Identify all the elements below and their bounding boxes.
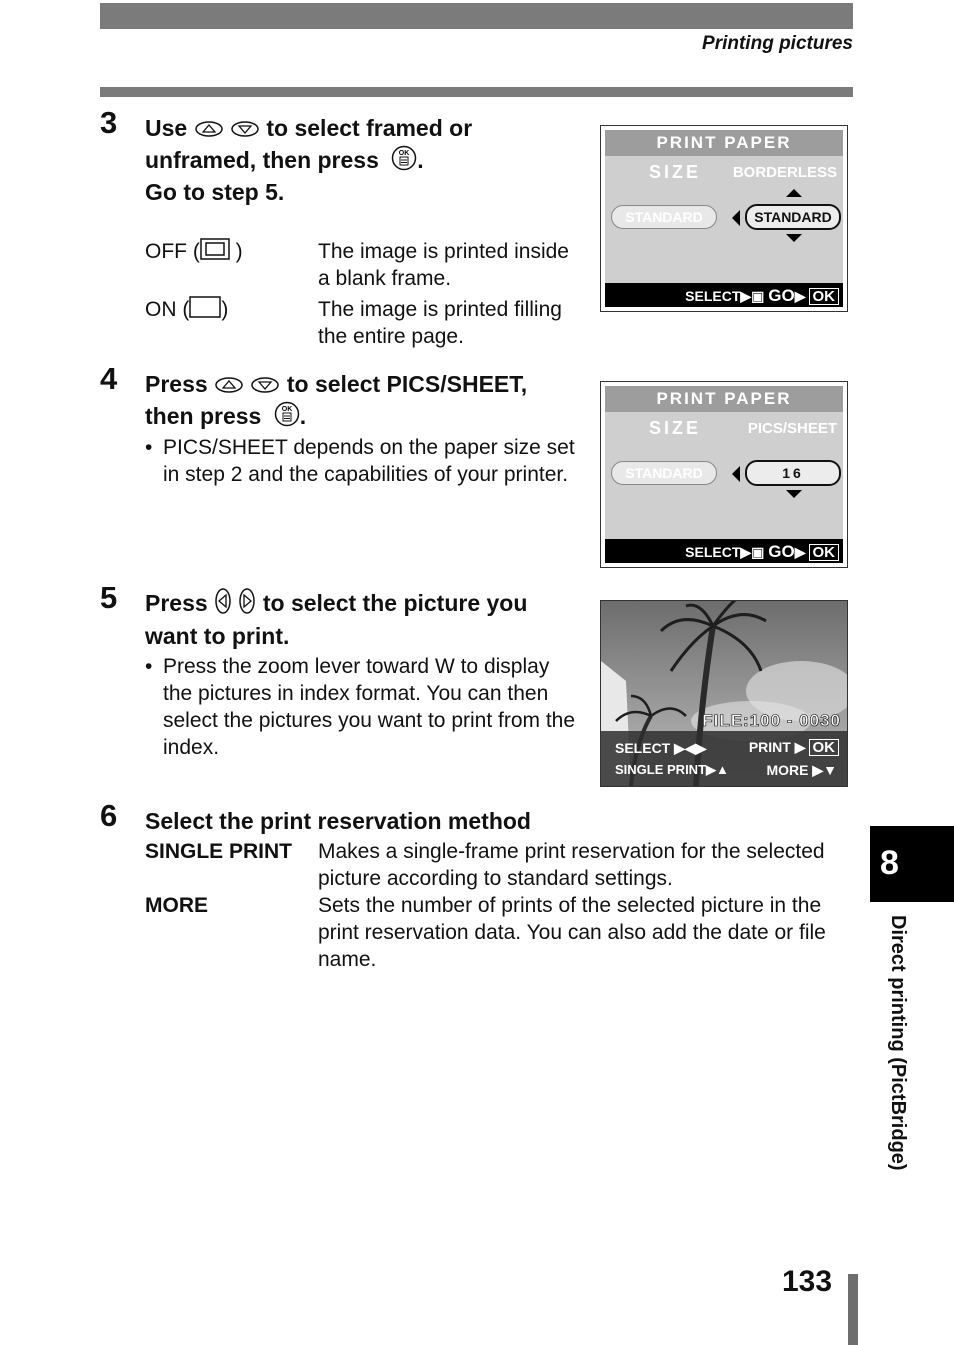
step-number: 6 (100, 798, 118, 833)
bullet-note: • Press the zoom lever toward W to display the pictures in index format. You can then select the pictures you want to print from the index. (145, 655, 576, 759)
svg-text:OK: OK (399, 149, 410, 157)
palm-tree-photo (601, 601, 847, 786)
option-key-off: OFF ( ) (145, 238, 243, 267)
step-number: 3 (100, 105, 118, 140)
option-desc: The image is printed filling the entire page. (318, 298, 562, 348)
section-title: Printing pictures (702, 33, 853, 54)
ok-button-icon (274, 401, 300, 435)
screen-header: PRINT PAPER (605, 130, 843, 156)
single-print-hint: SINGLE PRINT▶▲ (615, 762, 729, 777)
header-bar (100, 3, 853, 29)
arrow-left-button-icon (214, 587, 232, 623)
ok-button-icon (391, 145, 417, 179)
unframed-icon (189, 296, 221, 325)
arrow-down-button-icon (230, 114, 260, 146)
option-key-on: ON ( ) (145, 296, 228, 325)
page-number: 133 (782, 1265, 833, 1298)
triangle-down-icon (785, 489, 803, 499)
more-hint: MORE ▶▼ (766, 762, 837, 778)
file-number-label: FILE:100 - 0030 (702, 711, 841, 730)
method-desc: Makes a single-frame print reservation for the selected picture according to standard settings. (318, 840, 825, 890)
svg-text:OK: OK (281, 405, 292, 413)
triangle-left-icon (731, 465, 741, 483)
paper-pill-left: STANDARD (611, 461, 717, 485)
step-heading: Press to select PICS/SHEET, (145, 368, 527, 402)
method-key: MORE (145, 894, 208, 917)
step-number: 5 (100, 580, 118, 615)
pics-sheet-value: 16 (745, 460, 841, 486)
step-heading-line: Go to step 5. (145, 179, 285, 205)
framed-icon (200, 238, 230, 267)
method-key: SINGLE PRINT (145, 840, 293, 863)
method-desc: Sets the number of prints of the selected picture in the print reservation data. You can also add the date or file name. (318, 894, 826, 971)
print-hint: PRINT ▶ OK (749, 739, 839, 756)
bullet-note: • PICS/SHEET depends on the paper size set in step 2 and the capabilities of your printer. (145, 436, 575, 486)
screen-size-label: SIZE (649, 418, 702, 438)
triangle-left-icon (731, 209, 741, 227)
paper-pill-right: STANDARD (745, 204, 841, 230)
triangle-up-icon (785, 188, 803, 198)
screen-option-label: BORDERLESS (732, 164, 837, 181)
step-number: 4 (100, 361, 118, 396)
screen-size-label: SIZE (649, 162, 702, 182)
step-heading: Use to select framed or (145, 112, 472, 146)
arrow-up-button-icon (214, 370, 244, 402)
section-divider (100, 87, 853, 97)
step-heading: Select the print reservation method (145, 808, 531, 834)
step-heading-line: want to print. (145, 623, 290, 649)
triangle-down-icon (785, 233, 803, 243)
option-desc: The image is printed inside a blank frame. (318, 240, 569, 290)
arrow-up-button-icon (194, 114, 224, 146)
step-heading-line: unframed, then press OK . (145, 144, 424, 179)
camera-screen-paper-size (600, 125, 848, 312)
screen-footer: SELECT▶▣ GO▶ OK (605, 283, 843, 307)
camera-screen-pics-sheet (600, 381, 848, 568)
screen-header: PRINT PAPER (605, 386, 843, 412)
arrow-right-button-icon (238, 587, 256, 623)
page-bar (848, 1274, 858, 1345)
screen-option-label: PICS/SHEET (747, 420, 837, 437)
camera-screen-picture (600, 600, 848, 787)
screen-footer: SELECT▶▣ GO▶ OK (605, 539, 843, 563)
chapter-label: Direct printing (PictBridge) (887, 915, 909, 1171)
step-heading-line: then press OK . (145, 400, 306, 435)
chapter-tab: 8 (870, 826, 954, 902)
paper-pill-left: STANDARD (611, 205, 717, 229)
select-hint: SELECT ▶◀▶ (615, 740, 707, 756)
step-heading: Press to select the picture you (145, 587, 527, 623)
arrow-down-button-icon (250, 370, 280, 402)
